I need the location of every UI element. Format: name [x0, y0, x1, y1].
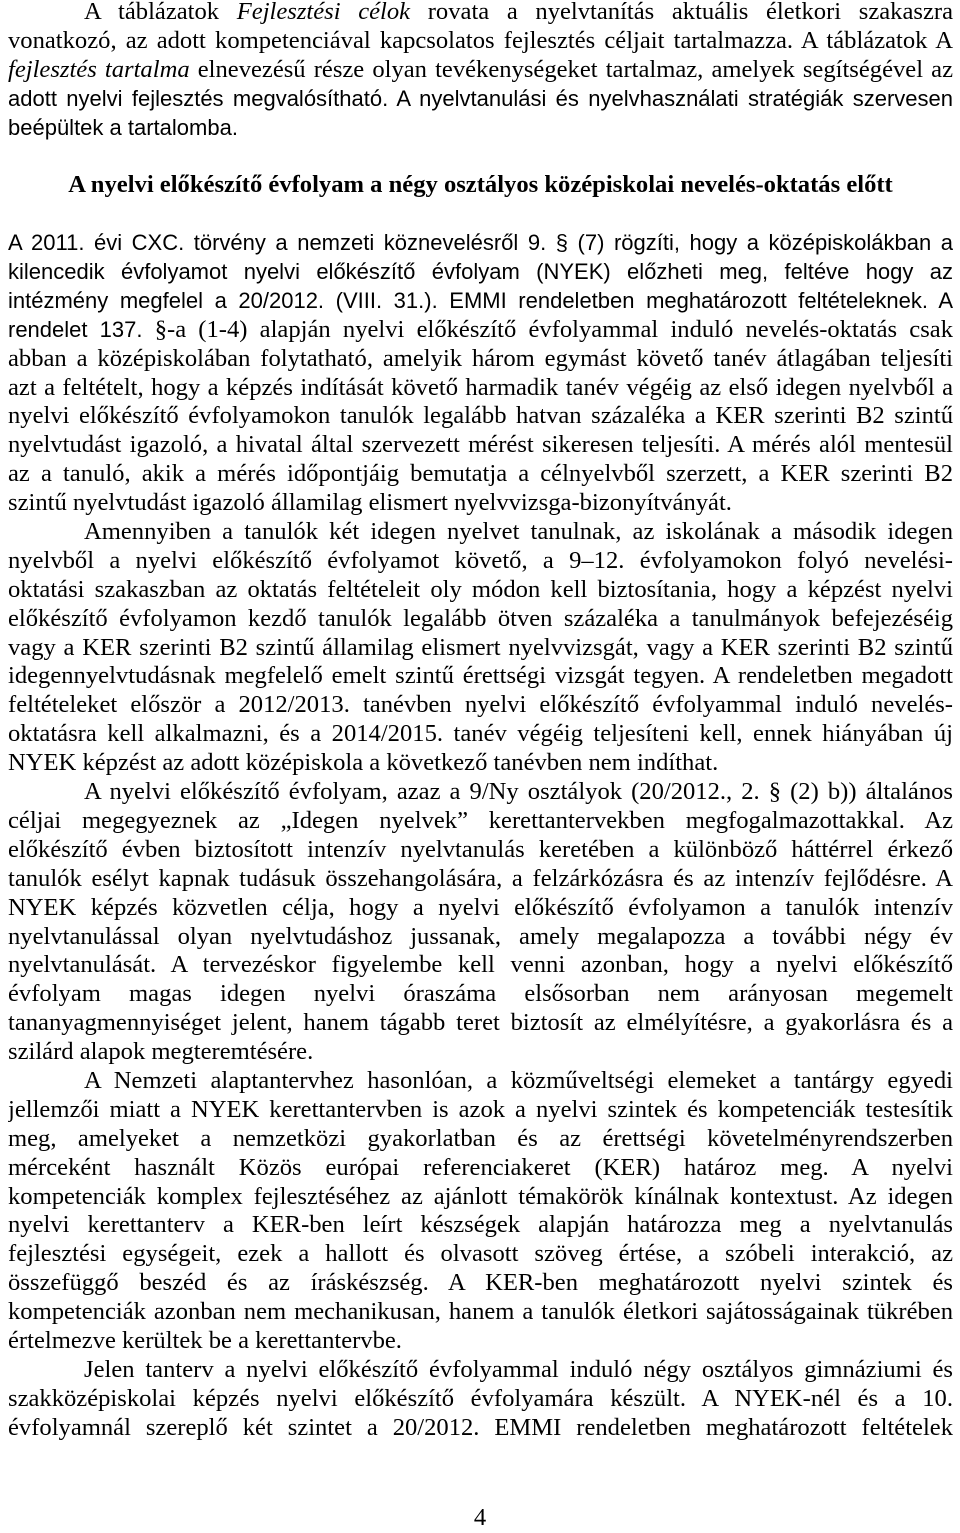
- text-line: feltételeket először a 2012/2013. tanévben nyelvi előkészítő évfolyammal induló nevelés-: [8, 691, 953, 719]
- text-line: Jelen tanterv a nyelvi előkészítő évfolyammal induló négy osztályos gimnáziumi és: [84, 1355, 953, 1383]
- text-segment: rovata a nyelvtanítás aktuális életkori szakaszra: [410, 0, 953, 25]
- text-line: nyelvtanulását. A tervezéskor figyelembe kell venni azonban, hogy a nyelvi előkészítő: [8, 951, 953, 979]
- text-line: oktatási szakaszban az oktatás feltételeit oly módon kell biztosítania, hogy a képzést nyelvi: [8, 575, 953, 603]
- text-line: [8, 56, 953, 85]
- text-line: fejlesztési egységeit, ezek a hallott és olvasott szöveg értése, a szóbeli interakció, az: [8, 1240, 953, 1268]
- text-line: az a tanuló, akik a mérés időpontjáig bemutatja a célnyelvből szerzett, a KER szerinti B2: [8, 460, 953, 488]
- paragraph: [8, 1067, 953, 1356]
- text-line: céljai megegyeznek az „Idegen nyelvek” kerettantervekben megfogalmazottakkal. Az: [8, 806, 953, 834]
- text-line: A 2011. évi CXC. törvény a nemzeti köznevelésről 9. § (7) rögzíti, hogy a középiskolákban a: [8, 230, 953, 256]
- paragraph: [8, 778, 953, 1067]
- text-line: Amennyiben a tanulók két idegen nyelvet tanulnak, az iskolának a második idegen: [84, 518, 953, 546]
- text-line: [8, 0, 953, 27]
- text-segment: elnevezésű része olyan tevékenységeket tartalmaz, amelyek segítségével az: [189, 55, 953, 83]
- text-line: szilárd alapok megteremtésére.: [8, 1038, 314, 1066]
- text-line: NYEK képzés közvetlen célja, hogy a nyelvi előkészítő évfolyamon a tanulók intenzív: [8, 893, 953, 921]
- text-line: évfolyam magas idegen nyelvi óraszáma elsősorban nem arányosan megemelt: [8, 980, 953, 1008]
- text-line: előkészítő évben biztosított intenzív nyelvtanulás keretében a különböző háttérrel érkező: [8, 835, 953, 863]
- italic-term: fejlesztés tartalma: [8, 55, 190, 83]
- text-line: beépültek a tartalomba.: [8, 114, 238, 140]
- text-line: [8, 316, 953, 345]
- paragraph: [8, 229, 953, 518]
- paragraph: [8, 1356, 953, 1443]
- text-line: azt a feltételt, hogy a képzés indítását követő harmadik tanév végéig az első idegen nyelvből a: [8, 373, 953, 401]
- text-line: szintű nyelvtudást igazoló államilag elismert nyelvvizsga-bizonyítványát.: [8, 489, 732, 517]
- text-line: kilencedik évfolyamot nyelvi előkészítő évfolyam (NYEK) előzheti meg, feltéve hogy az: [8, 259, 953, 285]
- text-line: idegennyelvtudásnak megfelelő emelt szintű érettségi vizsgát tegyen. A rendeletben megadott: [8, 662, 953, 690]
- text-line: oktatásra kell alkalmazni, és a 2014/2015. tanév végéig teljesíteni kell, ennek hiányában új: [8, 720, 953, 748]
- text-line: abban a középiskolában folytatható, amelyik három egymást követő tanév átlagában teljesíti: [8, 344, 953, 372]
- text-line: jellemzői miatt a NYEK kerettantervben is azok a nyelvi szintek és kompetenciák testesítik: [8, 1095, 953, 1123]
- text-line: nyelvtanulással olyan nyelvtudáshoz jussanak, amely megalapozza a további négy év: [8, 922, 953, 950]
- paragraph: [8, 518, 953, 778]
- text-line: vagy a KER szerinti B2 szintű államilag elismert nyelvvizsgát, vagy a KER szerinti B2 szintű: [8, 633, 953, 661]
- text-line: tanulók esélyt kapnak tudásuk összehangolására, a felzárkózásra és az intenzív fejlődésre. A: [8, 864, 953, 892]
- text-line: nyelvtudást igazoló, a hivatal által szervezett mérést sikeresen teljesíti. A mérés alól mentesül: [8, 431, 953, 459]
- text-line: nyelvi előkészítő évfolyamokon tanulók legalább hatvan százaléka a KER szerinti B2 szintű: [8, 402, 953, 430]
- page-number: 4: [473, 1504, 487, 1531]
- text-line: vonatkozó, az adott kompetenciával kapcsolatos fejlesztés céljait tartalmazza. A táblázatok A: [8, 26, 953, 54]
- section-heading: A nyelvi előkészítő évfolyam a négy osztályos középiskolai nevelés-oktatás előtt: [68, 171, 893, 199]
- paragraph: [8, 0, 953, 142]
- text-line: mérceként használt Közös európai referenciakeret (KER) határoz meg. A nyelvi: [8, 1153, 953, 1181]
- text-segment: A táblázatok: [84, 0, 237, 25]
- text-segment: §-a (1-4) alapján nyelvi előkészítő évfolyammal induló nevelés-oktatás csak: [142, 315, 953, 343]
- text-line: adott nyelvi fejlesztés megvalósítható. A nyelvtanulási és nyelvhasználati stratégiák szervesen: [8, 85, 953, 111]
- text-line: nyelvi kerettanterv a KER-ben leírt készségek alapján határozza meg a nyelvtanulás: [8, 1211, 953, 1239]
- text-line: értelmezve kerültek be a kerettantervbe.: [8, 1326, 402, 1354]
- text-line: tananyagmennyiséget jelent, hanem tágabb teret biztosít az elmélyítésre, a gyakorlásra és a: [8, 1009, 953, 1037]
- text-line: meg, amelyeket a nemzetközi gyakorlatban és az érettségi követelményrendszerben: [8, 1124, 953, 1152]
- text-line: évfolyamnál szereplő két szintet a 20/2012. EMMI rendeletben meghatározott feltételek: [8, 1413, 953, 1441]
- document-page: [8, 0, 953, 1443]
- text-line: kompetenciák azonban nem mechanikusan, hanem a tanulók életkori sajátosságainak tükrében: [8, 1298, 953, 1326]
- text-line: kompetenciák komplex fejlesztéséhez az ajánlott témakörök kínálnak kontextust. Az idegen: [8, 1182, 953, 1210]
- text-line: A nyelvi előkészítő évfolyam, azaz a 9/Ny osztályok (20/2012., 2. § (2) b)) általános: [84, 778, 953, 806]
- text-line: intézmény megfelel a 20/2012. (VIII. 31.). EMMI rendeletben meghatározott feltételeknek. A: [8, 287, 953, 313]
- text-line: nyelvből a nyelvi előkészítő évfolyamot követő, a 9–12. évfolyamokon folyó nevelési-: [8, 546, 953, 574]
- text-line: A Nemzeti alaptantervhez hasonlóan, a közműveltségi elemeket a tantárgy egyedi: [84, 1066, 953, 1094]
- text-line: összefüggő beszéd és az íráskészség. A KER-ben meghatározott nyelvi szintek és: [8, 1269, 953, 1297]
- italic-term: Fejlesztési célok: [236, 0, 411, 25]
- text-line: szakközépiskolai képzés nyelvi előkészítő évfolyamára készült. A NYEK-nél és a 10.: [8, 1384, 953, 1412]
- text-segment: rendelet 137.: [8, 316, 143, 342]
- text-line: NYEK képzést az adott középiskola a következő tanévben nem indíthat.: [8, 749, 719, 777]
- text-line: előkészítő évfolyamon kezdő tanulók legalább ötven százaléka a tanulmányok befejezéséig: [8, 604, 953, 632]
